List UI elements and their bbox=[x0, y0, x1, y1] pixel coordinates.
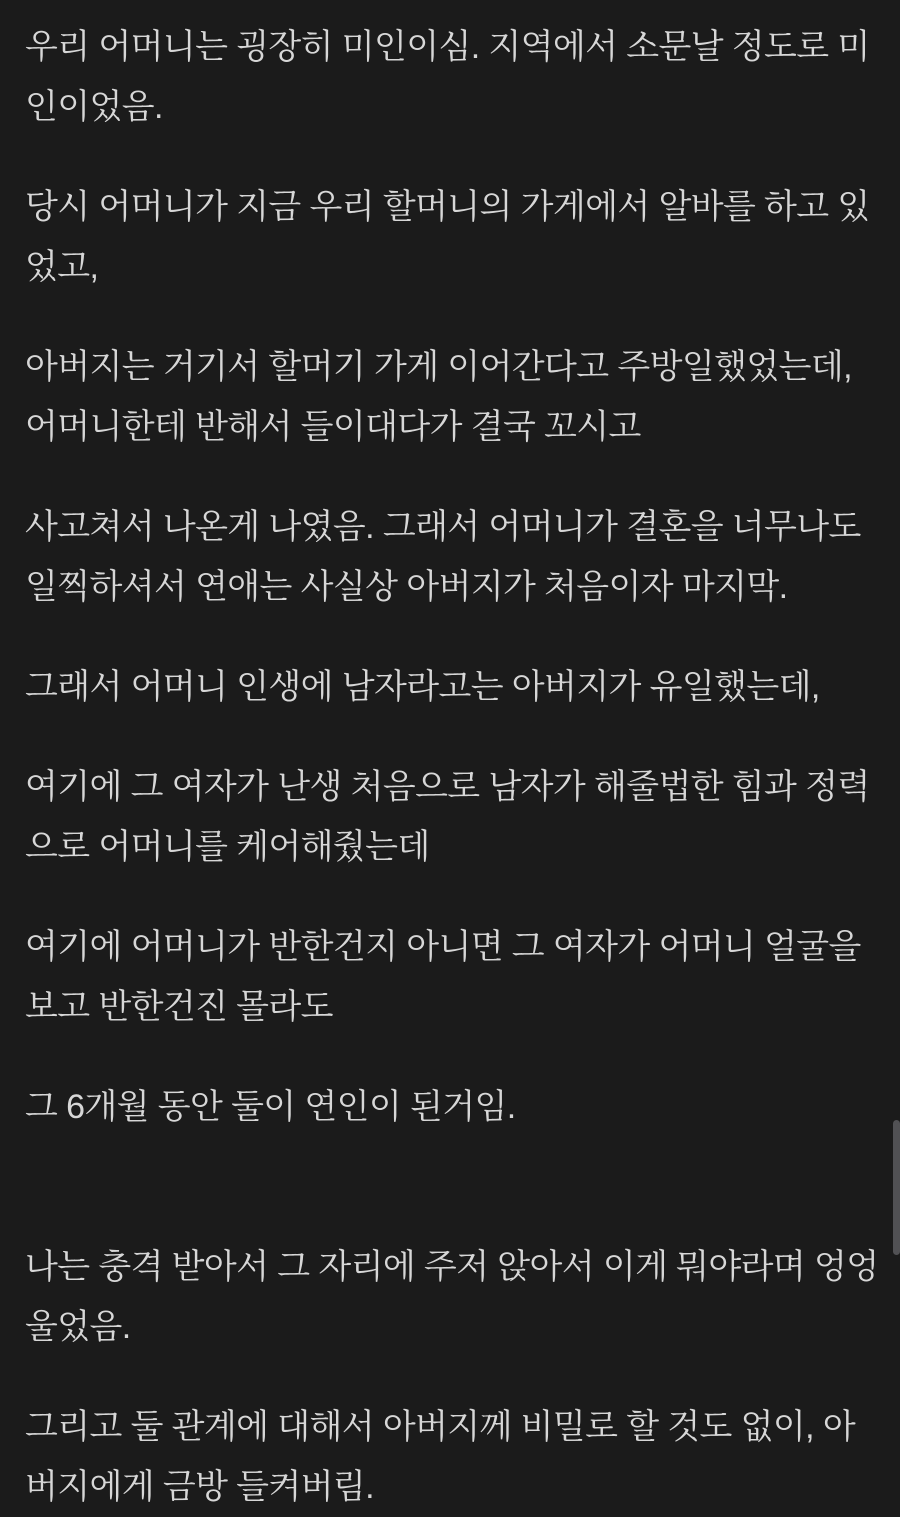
scrollbar-thumb[interactable] bbox=[893, 1120, 900, 1255]
post-paragraph: 그리고 둘 관계에 대해서 아버지께 비밀로 할 것도 없이, 아버지에게 금방 들켜버림. bbox=[25, 1408, 856, 1506]
post-paragraph: 사고쳐서 나온게 나였음. 그래서 어머니가 결혼을 너무나도 일찍하셔서 연애는 사실상 아버지가 처음이자 마지막. bbox=[25, 508, 870, 606]
post-paragraph: 아버지는 거기서 할머기 가게 이어간다고 주방일했었는데, 어머니한테 반해서 들이대다가 결국 꼬시고 bbox=[25, 348, 861, 446]
post-paragraph: 그 6개월 동안 둘이 연인이 된거임. bbox=[25, 1088, 516, 1126]
post-paragraph: 여기에 그 여자가 난생 처음으로 남자가 해줄법한 힘과 정력으로 어머니를 케어해줬는데 bbox=[25, 768, 870, 866]
post-paragraph: 여기에 어머니가 반한건지 아니면 그 여자가 어머니 얼굴을 보고 반한건진 몰라도 bbox=[25, 928, 870, 1026]
post-paragraph: 나는 충격 받아서 그 자리에 주저 앉아서 이게 뭐야라며 엉엉 울었음. bbox=[25, 1248, 888, 1346]
post-paragraph: 당시 어머니가 지금 우리 할머니의 가게에서 알바를 하고 있었고, bbox=[25, 188, 870, 286]
post-paragraph: 우리 어머니는 굉장히 미인이심. 지역에서 소문날 정도로 미인이었음. bbox=[25, 28, 870, 126]
post-paragraph: 그래서 어머니 인생에 남자라고는 아버지가 유일했는데, bbox=[25, 668, 820, 706]
